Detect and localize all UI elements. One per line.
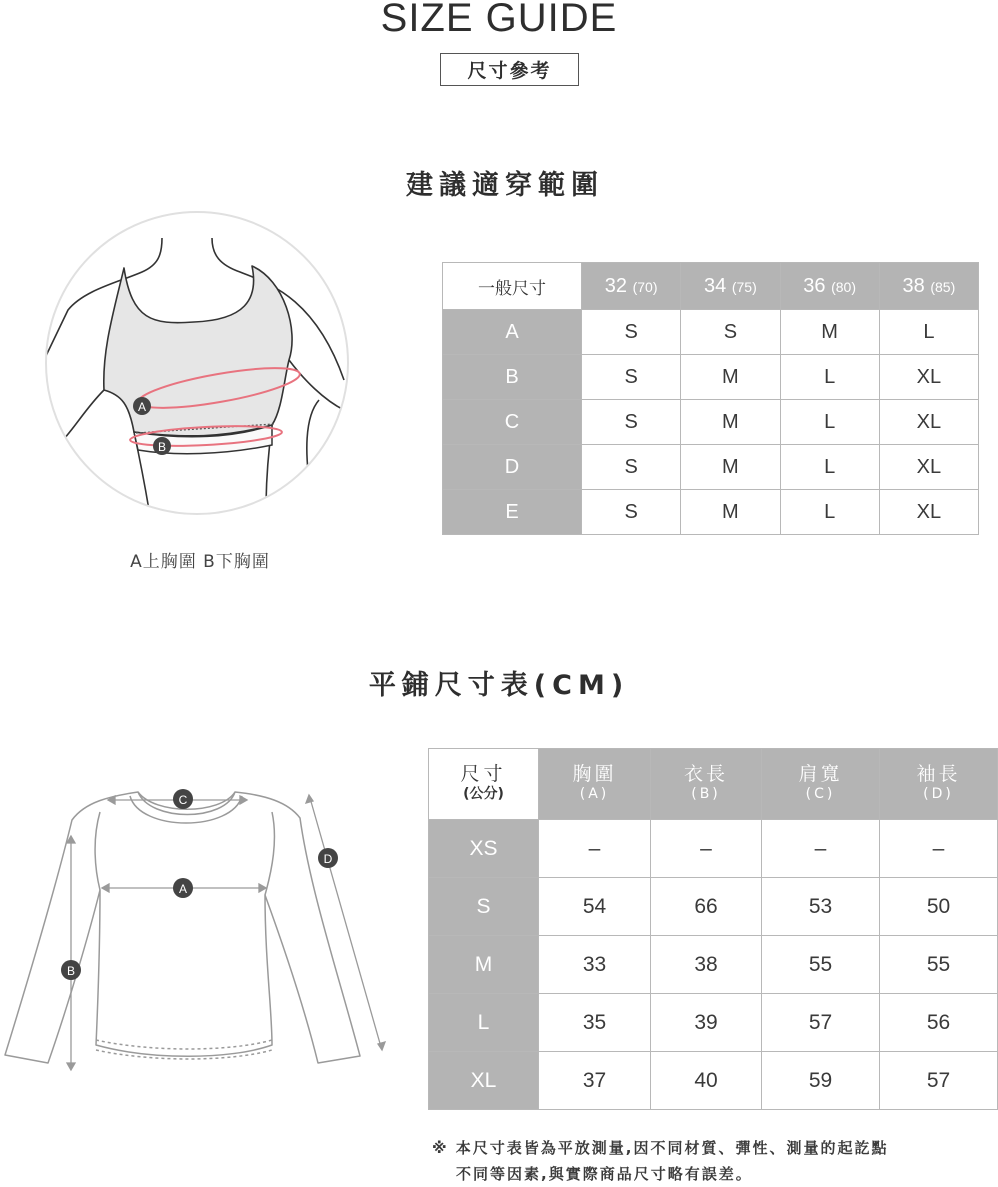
- hem-stitch-upper: [96, 1040, 272, 1049]
- note-line-1: ※ 本尺寸表皆為平放測量,因不同材質、彈性、測量的起訖點: [432, 1139, 889, 1157]
- column-header: [539, 749, 651, 820]
- table-cell: L: [780, 400, 879, 445]
- note-line-2: 不同等因素,與實際商品尺寸略有誤差。: [456, 1165, 753, 1183]
- row-label: B: [443, 355, 582, 400]
- table-cell: 56: [880, 994, 998, 1052]
- row-label: D: [443, 445, 582, 490]
- band-size: 38: [902, 274, 925, 297]
- table-cell: XL: [879, 445, 978, 490]
- table-cell: S: [681, 310, 780, 355]
- shirt-measurement-diagram: [0, 780, 400, 1080]
- corner-label-unit: (公分): [463, 786, 504, 802]
- band-cm: (80): [831, 278, 856, 295]
- table-row: [443, 490, 979, 535]
- marker-d-label: D: [323, 852, 333, 866]
- page-subtitle: 尺寸參考: [440, 53, 579, 86]
- table-cell: 37: [539, 1052, 651, 1110]
- table-row: [443, 310, 979, 355]
- table-cell: L: [780, 445, 879, 490]
- table-cell: L: [780, 355, 879, 400]
- table-cell: XL: [879, 355, 978, 400]
- table-cell: 39: [651, 994, 762, 1052]
- left-sleeve-seam: [95, 812, 100, 890]
- row-label: XS: [429, 820, 539, 878]
- band-size: 36: [803, 274, 826, 297]
- table-row: [443, 355, 979, 400]
- table-cell: 55: [880, 936, 998, 994]
- column-name: 肩寬: [798, 763, 843, 785]
- corner-label: [429, 749, 539, 820]
- table-cell: 35: [539, 994, 651, 1052]
- flat-measure-heading: 平鋪尺寸表(CM): [368, 670, 630, 701]
- table-cell: 38: [651, 936, 762, 994]
- table-cell: XL: [879, 400, 978, 445]
- recommended-heading: 建議適穿範圍: [406, 170, 604, 201]
- marker-a-label: A: [178, 882, 188, 896]
- column-name: 胸圍: [572, 763, 617, 785]
- table-cell: 33: [539, 936, 651, 994]
- table-cell: 59: [762, 1052, 880, 1110]
- marker-a-label: A: [137, 400, 147, 414]
- table-cell: 40: [651, 1052, 762, 1110]
- table-row: [429, 878, 998, 936]
- table-header-row: [443, 263, 979, 310]
- row-label: C: [443, 400, 582, 445]
- table-cell: M: [681, 400, 780, 445]
- row-label: XL: [429, 1052, 539, 1110]
- table-cell: –: [762, 820, 880, 878]
- diagram-caption: A上胸圍 B下胸圍: [130, 552, 270, 572]
- table-cell: L: [780, 490, 879, 535]
- row-label: A: [443, 310, 582, 355]
- band-cm: (75): [731, 278, 757, 295]
- table-cell: S: [582, 310, 681, 355]
- table-row: [429, 820, 998, 878]
- corner-label: 一般尺寸: [443, 263, 582, 310]
- corner-label-text: 尺寸: [460, 763, 507, 785]
- right-sleeve-seam: [265, 812, 274, 895]
- table-cell: 57: [880, 1052, 998, 1110]
- column-code: (B): [691, 786, 721, 802]
- table-cell: M: [681, 445, 780, 490]
- table-header-row: [429, 749, 998, 820]
- table-cell: 54: [539, 878, 651, 936]
- row-label: S: [429, 878, 539, 936]
- row-label: E: [443, 490, 582, 535]
- column-name: 袖長: [916, 763, 961, 785]
- table-cell: –: [539, 820, 651, 878]
- table-cell: S: [582, 445, 681, 490]
- table-row: [429, 1052, 998, 1110]
- column-code: (C): [805, 786, 836, 802]
- column-header: [880, 749, 998, 820]
- band-cm: (85): [930, 278, 956, 295]
- table-cell: M: [780, 310, 879, 355]
- column-header: [879, 263, 978, 310]
- column-code: (A): [579, 786, 610, 802]
- sleeve-arrow: [310, 798, 381, 1047]
- table-row: [429, 994, 998, 1052]
- column-name: 衣長: [683, 763, 728, 785]
- table-cell: 50: [880, 878, 998, 936]
- marker-b-label: B: [157, 440, 167, 454]
- band-size: 34: [704, 274, 727, 297]
- column-code: (D): [923, 786, 954, 802]
- table-cell: 57: [762, 994, 880, 1052]
- table-row: [443, 400, 979, 445]
- flat-size-table: [428, 748, 998, 1110]
- table-cell: XL: [879, 490, 978, 535]
- table-cell: M: [681, 355, 780, 400]
- table-cell: M: [681, 490, 780, 535]
- table-row: [429, 936, 998, 994]
- bra-measurement-diagram: [44, 210, 350, 516]
- column-header: [651, 749, 762, 820]
- marker-b-label: B: [66, 964, 76, 978]
- table-cell: S: [582, 355, 681, 400]
- column-header: [582, 263, 681, 310]
- table-cell: –: [880, 820, 998, 878]
- table-cell: 66: [651, 878, 762, 936]
- column-header: [681, 263, 780, 310]
- table-cell: –: [651, 820, 762, 878]
- row-label: L: [429, 994, 539, 1052]
- column-header: [780, 263, 879, 310]
- shirt-outline: [5, 792, 360, 1063]
- table-cell: 55: [762, 936, 880, 994]
- table-row: [443, 445, 979, 490]
- table-cell: S: [582, 400, 681, 445]
- band-cm: (70): [632, 278, 658, 295]
- table-cell: 53: [762, 878, 880, 936]
- page-title: SIZE GUIDE: [380, 0, 618, 40]
- measurement-note: [432, 1135, 889, 1187]
- band-size: 32: [604, 274, 628, 297]
- marker-c-label: C: [178, 793, 188, 807]
- table-cell: L: [879, 310, 978, 355]
- row-label: M: [429, 936, 539, 994]
- recommended-size-table: [442, 262, 979, 535]
- table-cell: S: [582, 490, 681, 535]
- column-header: [762, 749, 880, 820]
